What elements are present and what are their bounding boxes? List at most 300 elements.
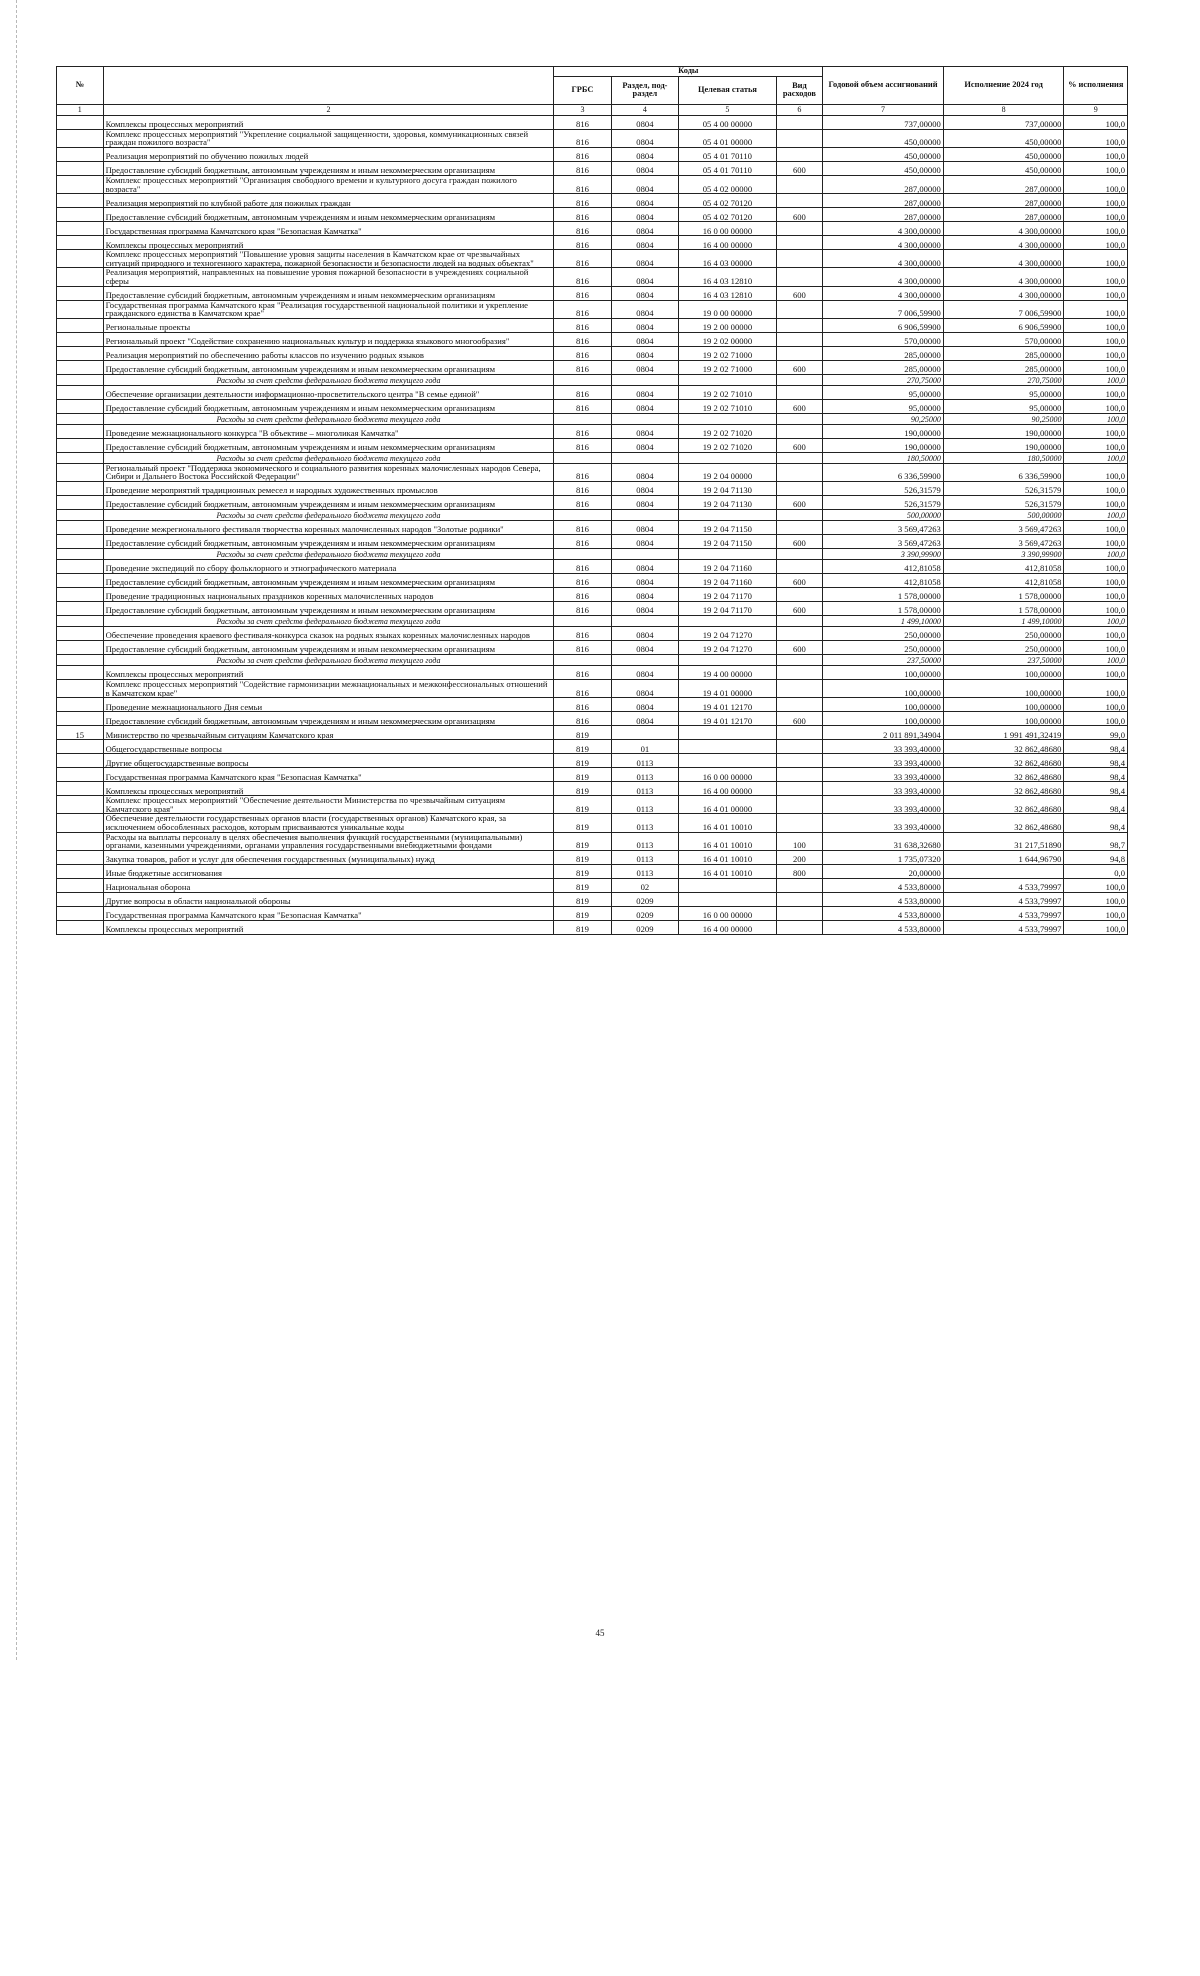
row-annual-amount: 190,00000 (823, 424, 944, 438)
row-execution-amount: 450,00000 (943, 129, 1064, 147)
row-name: Предоставление субсидий бюджетным, автономным учреждениям и иным некоммерческим организациям (103, 534, 554, 548)
row-name: Комплекс процессных мероприятий "Повышение уровня защиты населения в Камчатском крае от чрезвычайных ситуаций природного и техногенного характера, пожарной безопасности и безопасности людей на водных объектах" (103, 250, 554, 268)
table-row (57, 832, 1128, 850)
row-expense-type: 800 (776, 864, 823, 878)
row-annual-amount: 33 393,40000 (823, 768, 944, 782)
row-execution-amount: 31 217,51890 (943, 832, 1064, 850)
table-row (57, 520, 1128, 534)
table-row (57, 920, 1128, 934)
row-grbs (554, 413, 611, 424)
row-name: Комплексы процессных мероприятий (103, 236, 554, 250)
row-section: 0804 (611, 286, 679, 300)
row-expense-type (776, 548, 823, 559)
row-target (679, 754, 776, 768)
row-execution-amount: 285,00000 (943, 360, 1064, 374)
row-expense-type (776, 520, 823, 534)
row-number (57, 129, 104, 147)
row-grbs: 819 (554, 796, 611, 814)
row-grbs: 816 (554, 208, 611, 222)
row-section: 0804 (611, 587, 679, 601)
row-expense-type (776, 878, 823, 892)
table-row (57, 712, 1128, 726)
row-section: 0113 (611, 782, 679, 796)
table-row (57, 438, 1128, 452)
federal-budget-row (57, 654, 1128, 665)
row-expense-type (776, 796, 823, 814)
row-expense-type (776, 559, 823, 573)
row-target: 19 2 02 71010 (679, 385, 776, 399)
table-row (57, 587, 1128, 601)
row-section: 01 (611, 740, 679, 754)
row-target: 05 4 01 70110 (679, 162, 776, 176)
row-percent: 100,0 (1064, 300, 1128, 318)
row-name: Предоставление субсидий бюджетным, автономным учреждениям и иным некоммерческим организациям (103, 208, 554, 222)
row-grbs: 816 (554, 534, 611, 548)
row-name: Региональный проект "Поддержка экономического и социального развития коренных малочисленных народов Севера, Сибири и Дальнего Востока Российской Федерации" (103, 463, 554, 481)
row-percent: 98,7 (1064, 832, 1128, 850)
row-grbs: 816 (554, 148, 611, 162)
row-name: Предоставление субсидий бюджетным, автономным учреждениям и иным некоммерческим организациям (103, 438, 554, 452)
column-number: 9 (1064, 104, 1128, 115)
row-number (57, 495, 104, 509)
row-section: 0804 (611, 665, 679, 679)
row-target: 16 4 01 10010 (679, 814, 776, 832)
row-percent: 98,4 (1064, 814, 1128, 832)
row-target: 19 2 04 71130 (679, 495, 776, 509)
row-annual-amount: 20,00000 (823, 864, 944, 878)
row-annual-amount: 180,50000 (823, 452, 944, 463)
row-grbs: 816 (554, 399, 611, 413)
row-annual-amount: 33 393,40000 (823, 782, 944, 796)
row-target (679, 452, 776, 463)
row-grbs: 816 (554, 679, 611, 697)
row-expense-type (776, 424, 823, 438)
row-execution-amount: 250,00000 (943, 626, 1064, 640)
row-percent: 100,0 (1064, 236, 1128, 250)
row-number (57, 413, 104, 424)
row-expense-type: 600 (776, 495, 823, 509)
row-execution-amount: 737,00000 (943, 115, 1064, 129)
header-expense-type: Вид расходов (776, 76, 823, 104)
row-number (57, 587, 104, 601)
row-annual-amount: 190,00000 (823, 438, 944, 452)
column-number: 8 (943, 104, 1064, 115)
table-row (57, 573, 1128, 587)
row-annual-amount: 412,81058 (823, 559, 944, 573)
row-number (57, 115, 104, 129)
header-section: Раздел, под-раздел (611, 76, 679, 104)
row-expense-type (776, 665, 823, 679)
row-number (57, 250, 104, 268)
row-target: 19 2 02 71000 (679, 360, 776, 374)
row-name: Государственная программа Камчатского края "Безопасная Камчатка" (103, 906, 554, 920)
row-expense-type (776, 268, 823, 286)
row-number (57, 194, 104, 208)
row-percent: 100,0 (1064, 587, 1128, 601)
row-expense-type (776, 920, 823, 934)
row-percent: 100,0 (1064, 194, 1128, 208)
row-number (57, 148, 104, 162)
row-expense-type (776, 698, 823, 712)
row-percent: 100,0 (1064, 878, 1128, 892)
row-percent: 100,0 (1064, 162, 1128, 176)
row-section: 0804 (611, 573, 679, 587)
row-execution-amount: 6 906,59900 (943, 318, 1064, 332)
row-number (57, 654, 104, 665)
row-number (57, 754, 104, 768)
row-annual-amount: 100,00000 (823, 679, 944, 697)
table-row (57, 194, 1128, 208)
table-row (57, 424, 1128, 438)
row-percent: 100,0 (1064, 481, 1128, 495)
row-name: Государственная программа Камчатского края "Безопасная Камчатка" (103, 768, 554, 782)
row-execution-amount: 32 862,48680 (943, 740, 1064, 754)
row-grbs: 816 (554, 424, 611, 438)
table-row (57, 864, 1128, 878)
row-target: 19 4 01 12170 (679, 698, 776, 712)
row-name: Проведение межнационального Дня семьи (103, 698, 554, 712)
budget-execution-table (56, 66, 1128, 935)
row-execution-amount: 190,00000 (943, 438, 1064, 452)
row-grbs: 819 (554, 864, 611, 878)
row-grbs: 816 (554, 385, 611, 399)
row-name: Предоставление субсидий бюджетным, автономным учреждениям и иным некоммерческим организациям (103, 162, 554, 176)
row-execution-amount: 4 533,79997 (943, 892, 1064, 906)
row-expense-type: 600 (776, 534, 823, 548)
row-name: Предоставление субсидий бюджетным, автономным учреждениям и иным некоммерческим организациям (103, 495, 554, 509)
row-name: Расходы за счет средств федерального бюджета текущего года (103, 548, 554, 559)
row-grbs: 816 (554, 222, 611, 236)
row-percent: 100,0 (1064, 208, 1128, 222)
row-name: Национальная оборона (103, 878, 554, 892)
row-target: 05 4 01 70110 (679, 148, 776, 162)
row-execution-amount: 4 300,00000 (943, 286, 1064, 300)
row-grbs: 819 (554, 814, 611, 832)
row-execution-amount: 285,00000 (943, 346, 1064, 360)
row-execution-amount: 4 533,79997 (943, 906, 1064, 920)
row-number (57, 878, 104, 892)
row-target: 05 4 02 70120 (679, 208, 776, 222)
row-number (57, 520, 104, 534)
row-grbs: 816 (554, 495, 611, 509)
column-number: 3 (554, 104, 611, 115)
row-percent: 100,0 (1064, 626, 1128, 640)
row-execution-amount: 1 578,00000 (943, 601, 1064, 615)
row-section: 0804 (611, 162, 679, 176)
row-percent: 100,0 (1064, 509, 1128, 520)
row-target: 16 4 01 10010 (679, 864, 776, 878)
row-grbs (554, 654, 611, 665)
row-target: 16 0 00 00000 (679, 906, 776, 920)
row-expense-type (776, 115, 823, 129)
row-annual-amount: 287,00000 (823, 176, 944, 194)
row-annual-amount: 33 393,40000 (823, 754, 944, 768)
row-percent: 100,0 (1064, 250, 1128, 268)
row-expense-type (776, 452, 823, 463)
row-grbs: 816 (554, 346, 611, 360)
row-number (57, 864, 104, 878)
federal-budget-row (57, 615, 1128, 626)
row-annual-amount: 100,00000 (823, 665, 944, 679)
table-row (57, 892, 1128, 906)
row-grbs: 819 (554, 782, 611, 796)
row-annual-amount: 500,00000 (823, 509, 944, 520)
row-execution-amount: 32 862,48680 (943, 796, 1064, 814)
row-grbs: 816 (554, 559, 611, 573)
row-number (57, 452, 104, 463)
row-annual-amount: 737,00000 (823, 115, 944, 129)
row-percent: 100,0 (1064, 452, 1128, 463)
table-row (57, 222, 1128, 236)
federal-budget-row (57, 509, 1128, 520)
row-execution-amount: 450,00000 (943, 148, 1064, 162)
row-section: 0804 (611, 115, 679, 129)
row-grbs: 819 (554, 726, 611, 740)
row-number (57, 162, 104, 176)
row-number (57, 712, 104, 726)
row-number (57, 782, 104, 796)
row-section: 0804 (611, 463, 679, 481)
row-percent: 100,0 (1064, 438, 1128, 452)
row-number (57, 832, 104, 850)
row-expense-type (776, 906, 823, 920)
row-execution-amount: 100,00000 (943, 665, 1064, 679)
row-number (57, 399, 104, 413)
row-expense-type (776, 332, 823, 346)
row-execution-amount: 3 390,99900 (943, 548, 1064, 559)
table-row (57, 463, 1128, 481)
row-number (57, 615, 104, 626)
row-grbs (554, 452, 611, 463)
table-row (57, 208, 1128, 222)
row-section: 0113 (611, 754, 679, 768)
row-expense-type (776, 754, 823, 768)
row-section: 02 (611, 878, 679, 892)
row-percent: 100,0 (1064, 346, 1128, 360)
row-name: Обеспечение организации деятельности информационно-просветительского центра "В семье единой" (103, 385, 554, 399)
row-number (57, 698, 104, 712)
row-target (679, 548, 776, 559)
row-percent: 100,0 (1064, 148, 1128, 162)
header-grbs: ГРБС (554, 76, 611, 104)
row-grbs: 816 (554, 300, 611, 318)
table-row (57, 236, 1128, 250)
row-name: Комплекс процессных мероприятий "Организация свободного времени и культурного досуга граждан пожилого возраста" (103, 176, 554, 194)
table-row (57, 332, 1128, 346)
row-number (57, 208, 104, 222)
row-name: Проведение межрегионального фестиваля творчества коренных малочисленных народов "Золотые родники" (103, 520, 554, 534)
row-name: Другие общегосударственные вопросы (103, 754, 554, 768)
row-expense-type (776, 814, 823, 832)
row-grbs: 819 (554, 740, 611, 754)
row-annual-amount: 100,00000 (823, 712, 944, 726)
row-section: 0209 (611, 906, 679, 920)
row-percent: 100,0 (1064, 654, 1128, 665)
row-section (611, 374, 679, 385)
header-number: № (57, 67, 104, 105)
row-grbs: 816 (554, 665, 611, 679)
row-target: 19 2 04 71160 (679, 559, 776, 573)
row-section: 0804 (611, 424, 679, 438)
header-name (103, 67, 554, 105)
row-annual-amount: 4 300,00000 (823, 236, 944, 250)
row-name: Другие вопросы в области национальной обороны (103, 892, 554, 906)
row-annual-amount: 4 300,00000 (823, 222, 944, 236)
row-target: 19 2 04 71270 (679, 626, 776, 640)
row-target: 19 0 00 00000 (679, 300, 776, 318)
row-section: 0209 (611, 920, 679, 934)
row-execution-amount: 450,00000 (943, 162, 1064, 176)
row-percent: 100,0 (1064, 115, 1128, 129)
row-section: 0113 (611, 796, 679, 814)
row-execution-amount: 100,00000 (943, 712, 1064, 726)
row-section: 0804 (611, 640, 679, 654)
row-name: Государственная программа Камчатского края "Безопасная Камчатка" (103, 222, 554, 236)
row-number (57, 534, 104, 548)
row-section: 0804 (611, 438, 679, 452)
table-row (57, 399, 1128, 413)
federal-budget-row (57, 413, 1128, 424)
row-target (679, 726, 776, 740)
row-percent: 100,0 (1064, 463, 1128, 481)
row-section (611, 726, 679, 740)
row-annual-amount: 100,00000 (823, 698, 944, 712)
row-annual-amount: 4 300,00000 (823, 250, 944, 268)
row-execution-amount: 1 578,00000 (943, 587, 1064, 601)
row-annual-amount: 450,00000 (823, 129, 944, 147)
row-section (611, 548, 679, 559)
row-name: Расходы за счет средств федерального бюджета текущего года (103, 452, 554, 463)
row-grbs: 819 (554, 920, 611, 934)
table-row (57, 626, 1128, 640)
row-execution-amount: 4 300,00000 (943, 250, 1064, 268)
row-percent: 100,0 (1064, 679, 1128, 697)
federal-budget-row (57, 374, 1128, 385)
row-execution-amount: 237,50000 (943, 654, 1064, 665)
row-percent: 100,0 (1064, 640, 1128, 654)
row-name: Реализация мероприятий, направленных на повышение уровня пожарной безопасности в учреждениях социальной сферы (103, 268, 554, 286)
row-expense-type: 600 (776, 573, 823, 587)
row-target: 19 2 02 71020 (679, 438, 776, 452)
row-percent: 100,0 (1064, 385, 1128, 399)
row-expense-type (776, 194, 823, 208)
row-annual-amount: 1 499,10000 (823, 615, 944, 626)
row-expense-type (776, 892, 823, 906)
row-expense-type (776, 236, 823, 250)
row-annual-amount: 33 393,40000 (823, 796, 944, 814)
table-row (57, 906, 1128, 920)
row-number (57, 509, 104, 520)
row-annual-amount: 2 011 891,34904 (823, 726, 944, 740)
row-annual-amount: 33 393,40000 (823, 814, 944, 832)
row-percent: 100,0 (1064, 268, 1128, 286)
row-percent: 100,0 (1064, 534, 1128, 548)
row-expense-type: 600 (776, 286, 823, 300)
row-percent: 100,0 (1064, 286, 1128, 300)
table-row (57, 698, 1128, 712)
row-execution-amount: 32 862,48680 (943, 814, 1064, 832)
row-expense-type (776, 782, 823, 796)
row-target: 16 4 00 00000 (679, 236, 776, 250)
table-row (57, 360, 1128, 374)
row-number (57, 463, 104, 481)
row-section: 0804 (611, 520, 679, 534)
row-percent: 100,0 (1064, 665, 1128, 679)
row-percent: 100,0 (1064, 601, 1128, 615)
column-number: 5 (679, 104, 776, 115)
row-execution-amount: 180,50000 (943, 452, 1064, 463)
row-number: 15 (57, 726, 104, 740)
row-name: Региональный проект "Содействие сохранению национальных культур и поддержка языкового многообразия" (103, 332, 554, 346)
row-name: Предоставление субсидий бюджетным, автономным учреждениям и иным некоммерческим организациям (103, 601, 554, 615)
row-target: 19 4 00 00000 (679, 665, 776, 679)
row-section: 0804 (611, 712, 679, 726)
table-row (57, 740, 1128, 754)
row-grbs: 819 (554, 754, 611, 768)
row-number (57, 318, 104, 332)
row-grbs: 816 (554, 236, 611, 250)
row-section (611, 452, 679, 463)
row-target: 19 2 02 71020 (679, 424, 776, 438)
row-grbs: 819 (554, 906, 611, 920)
row-number (57, 286, 104, 300)
row-target: 19 2 04 00000 (679, 463, 776, 481)
row-grbs: 819 (554, 832, 611, 850)
row-name: Проведение экспедиций по сбору фольклорного и этнографического материала (103, 559, 554, 573)
row-annual-amount: 285,00000 (823, 346, 944, 360)
row-percent: 98,4 (1064, 740, 1128, 754)
row-number (57, 374, 104, 385)
row-number (57, 768, 104, 782)
row-number (57, 176, 104, 194)
row-target (679, 615, 776, 626)
row-section: 0113 (611, 850, 679, 864)
row-annual-amount: 3 569,47263 (823, 520, 944, 534)
row-percent: 100,0 (1064, 920, 1128, 934)
row-expense-type (776, 250, 823, 268)
row-number (57, 438, 104, 452)
row-name: Проведение мероприятий традиционных ремесел и народных художественных промыслов (103, 481, 554, 495)
row-target: 16 0 00 00000 (679, 768, 776, 782)
row-target: 05 4 00 00000 (679, 115, 776, 129)
row-name: Государственная программа Камчатского края "Реализация государственной национальной политики и укрепление гражданского единства в Камчатском крае" (103, 300, 554, 318)
row-number (57, 850, 104, 864)
row-execution-amount: 287,00000 (943, 176, 1064, 194)
row-grbs: 816 (554, 587, 611, 601)
row-target: 16 4 00 00000 (679, 782, 776, 796)
row-execution-amount: 1 644,96790 (943, 850, 1064, 864)
row-expense-type (776, 374, 823, 385)
table-row (57, 601, 1128, 615)
table-row (57, 300, 1128, 318)
row-target: 16 0 00 00000 (679, 222, 776, 236)
row-annual-amount: 1 578,00000 (823, 587, 944, 601)
row-number (57, 360, 104, 374)
row-execution-amount: 4 533,79997 (943, 920, 1064, 934)
row-name: Комплекс процессных мероприятий "Укрепление социальной защищенности, здоровья, коммуникационных связей граждан пожилого возраста" (103, 129, 554, 147)
row-name: Предоставление субсидий бюджетным, автономным учреждениям и иным некоммерческим организациям (103, 573, 554, 587)
row-section: 0804 (611, 698, 679, 712)
row-execution-amount: 100,00000 (943, 679, 1064, 697)
row-target: 16 4 01 10010 (679, 832, 776, 850)
row-execution-amount: 6 336,59900 (943, 463, 1064, 481)
row-execution-amount: 32 862,48680 (943, 768, 1064, 782)
row-execution-amount: 95,00000 (943, 385, 1064, 399)
row-target: 16 4 03 12810 (679, 268, 776, 286)
table-row (57, 346, 1128, 360)
row-annual-amount: 4 300,00000 (823, 268, 944, 286)
row-section: 0113 (611, 814, 679, 832)
